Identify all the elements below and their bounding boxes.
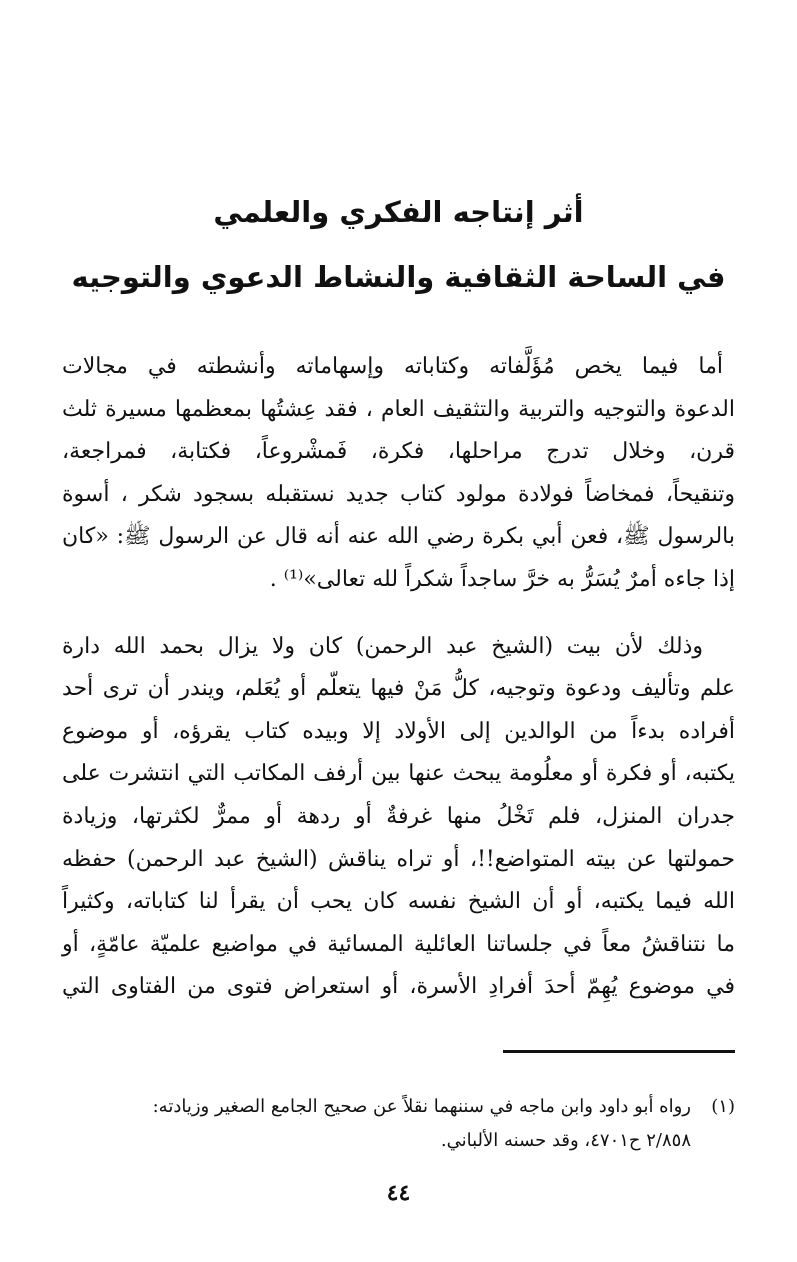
text-line: الدعوة والتوجيه والتربية والتثقيف العام ، فقد عِشتُها بمعظمها مسيرة ثلث xyxy=(62,396,735,422)
text-line: جدران المنزل، فلم تَخْلُ منها غرفةٌ أو ردهة أو ممرٌّ لكثرتها، وزيادة xyxy=(62,803,735,829)
text-line: علم وتأليف ودعوة وتوجيه، كلُّ مَنْ فيها يتعلّم أو يُعَلم، ويندر أن ترى أحد xyxy=(62,676,735,702)
text-line: ما نتناقشُ معاً في جلساتنا العائلية المسائية في مواضيع علميّة عامّةٍ، أو xyxy=(62,931,735,957)
text-line: أفراده بدءاً من الوالدين إلى الأولاد إلا وبيده كتاب يقرؤه، أو موضوع xyxy=(62,718,735,744)
text-line: وتنقيحاً، فمخاضاً فولادة مولود كتاب جديد نستقبله بسجود شكر ، أسوة xyxy=(62,481,735,507)
footnote-line xyxy=(62,1090,735,1124)
text-line: في موضوع يُهِمّ أحدَ أفرادِ الأسرة، أو استعراض فتوى من الفتاوى التي xyxy=(62,974,735,1000)
text-line: قرن، وخلال تدرج مراحلها، فكرة، فَمشْروعاً، فكتابة، فمراجعة، xyxy=(62,439,735,465)
footnote-continuation: ٢/٨٥٨ ح٤٧٠١، وقد حسنه الألباني. xyxy=(440,1130,691,1151)
body-text xyxy=(62,346,735,1009)
footnote-text: رواه أبو داود وابن ماجه في سننهما نقلاً عن صحيح الجامع الصغير وزيادته: xyxy=(152,1096,691,1117)
page-number: ٤٤ xyxy=(386,1180,411,1206)
text-line: حمولتها عن بيته المتواضع!!، أو تراه يناقش (الشيخ عبد الرحمن) حفظه xyxy=(62,846,735,872)
paragraph-1 xyxy=(62,346,735,602)
text-line: بالرسول ﷺ، فعن أبي بكرة رضي الله عنه أنه قال عن الرسول ﷺ: «كان xyxy=(62,524,735,550)
heading-line-1: أثر إنتاجه الفكري والعلمي xyxy=(213,195,584,229)
text-line: يكتبه، أو فكرة أو معلُومة يبحث عنها بين أرفف المكاتب التي انتشرت على xyxy=(62,761,735,787)
footnote-number: (١) xyxy=(711,1096,735,1117)
chapter-heading xyxy=(60,180,737,310)
text-line: أما فيما يخص مُؤَلَّفاته وكتاباته وإسهاماته وأنشطته في مجالات xyxy=(62,354,723,379)
paragraph-2 xyxy=(62,626,735,1009)
heading-line-2: في الساحة الثقافية والنشاط الدعوي والتوجيه xyxy=(71,260,726,294)
text-line: إذا جاءه أمرٌ يُسَرُّ به خرَّ ساجداً شكراً لله تعالى»⁽¹⁾ . xyxy=(269,566,735,592)
text-line: وذلك لأن بيت (الشيخ عبد الرحمن) كان ولا يزال بحمد الله دارة xyxy=(62,633,703,659)
footnote-divider xyxy=(503,1050,735,1053)
text-line: الله فيما يكتبه، أو أن الشيخ نفسه كان يحب أن يقرأ لنا كتاباته، وكثيراً xyxy=(62,889,735,915)
footnotes xyxy=(62,1090,735,1158)
